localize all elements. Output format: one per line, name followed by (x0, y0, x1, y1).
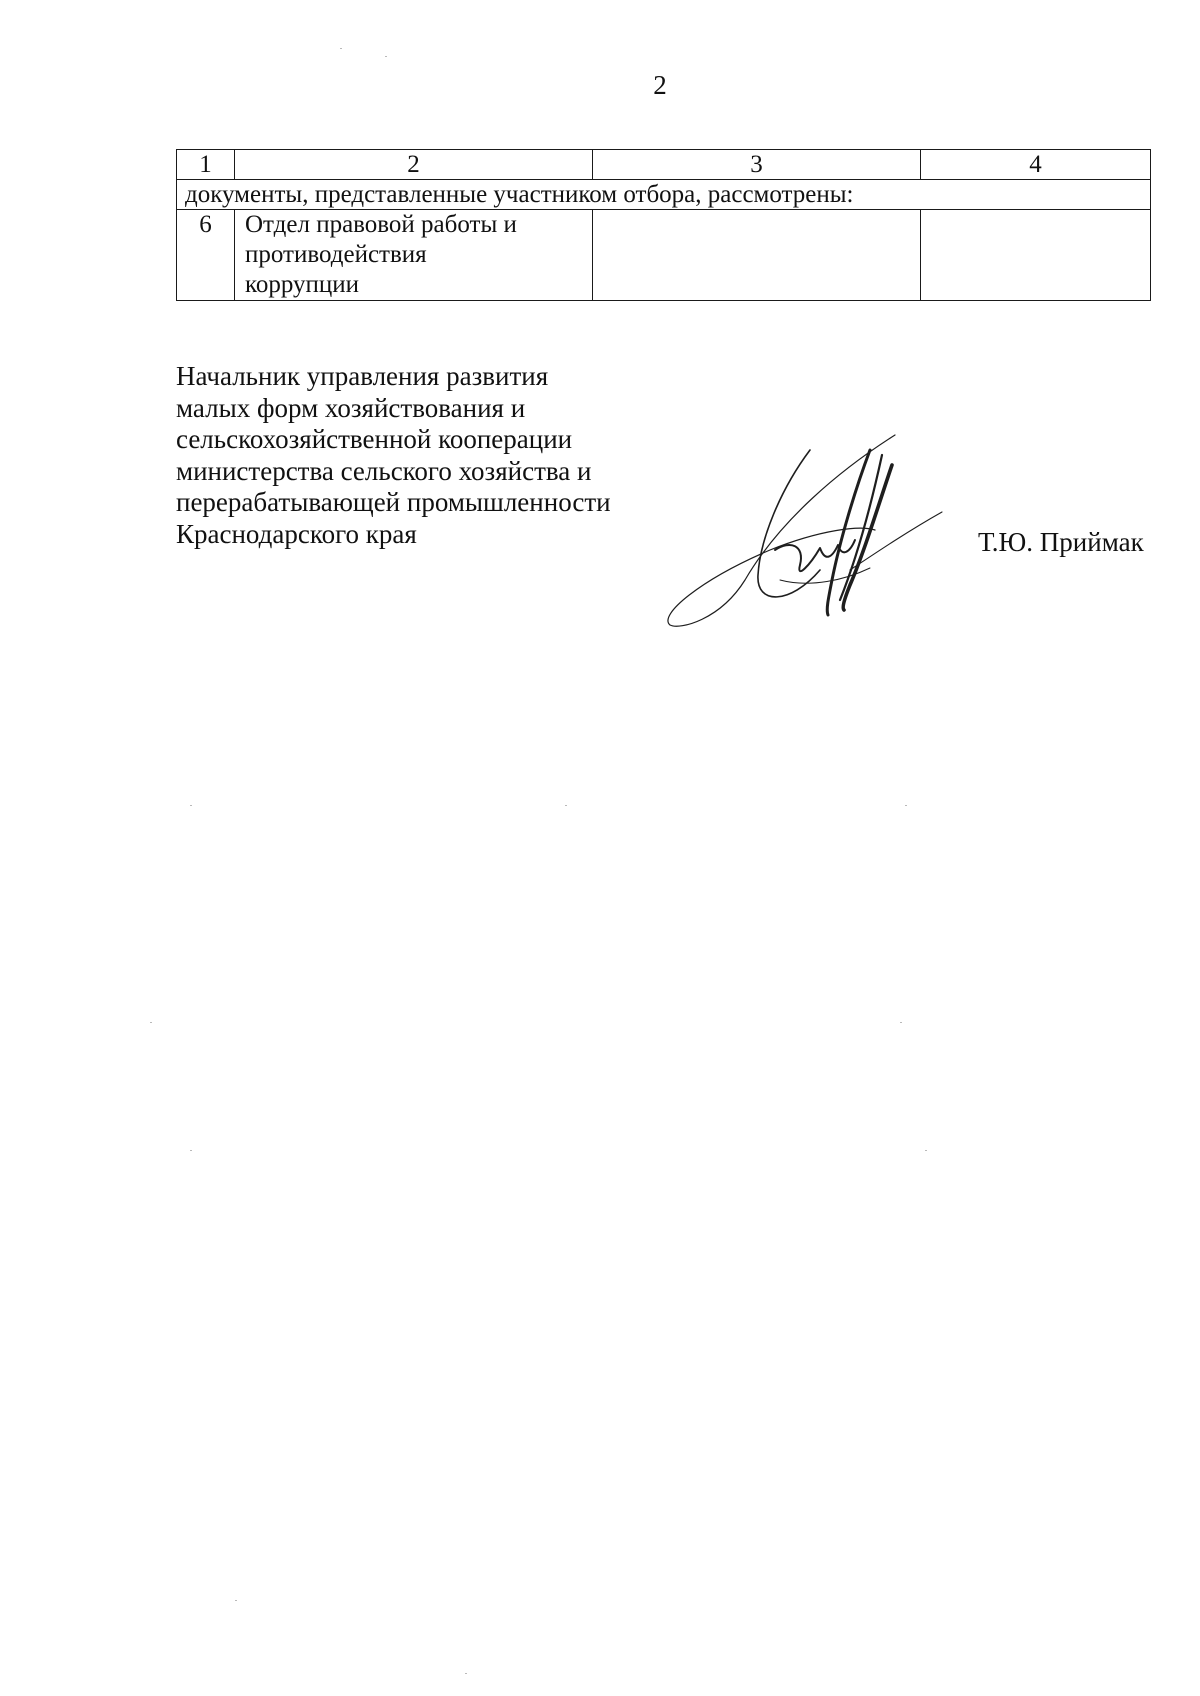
signer-name: Т.Ю. Приймак (978, 527, 1144, 557)
table-row (177, 210, 1151, 301)
signer-position (176, 361, 611, 550)
signer-position-line: министерства сельского хозяйства и (176, 455, 592, 486)
table-section-caption-row (177, 180, 1151, 210)
scan-speck (925, 1150, 927, 1151)
table-header-cell: 4 (921, 150, 1151, 180)
page-number: 2 (653, 70, 667, 100)
table-header-cell: 3 (593, 150, 921, 180)
review-table (176, 149, 1151, 301)
scan-speck (905, 805, 907, 806)
table-header-row (177, 150, 1151, 180)
row-number: 6 (177, 210, 235, 301)
table-header-cell: 1 (177, 150, 235, 180)
table-section-caption: документы, представленные участником отбора, рассмотрены: (177, 180, 1151, 210)
signer-position-line: малых форм хозяйствования и (176, 392, 526, 423)
scan-speck (340, 48, 342, 49)
row-col4-empty (921, 210, 1151, 301)
signer-position-line: перерабатывающей промышленности (176, 487, 611, 517)
row-col3-empty (593, 210, 921, 301)
scan-speck (565, 805, 567, 806)
scan-speck (190, 805, 192, 806)
scan-speck (900, 1022, 902, 1023)
signer-position-line: Начальник управления развития (176, 361, 549, 391)
signer-position-line: сельскохозяйственной кооперации (176, 424, 573, 454)
scan-speck (235, 1600, 237, 1601)
row-department-line: Отдел правовой работы и (245, 211, 517, 238)
scan-speck (465, 1673, 467, 1674)
table-header-cell: 2 (235, 150, 593, 180)
scan-speck (190, 1150, 192, 1151)
scan-speck (150, 1022, 152, 1023)
signer-position-line: Краснодарского края (176, 518, 417, 549)
row-department-line: противодействия (245, 241, 427, 268)
handwritten-signature (660, 430, 950, 640)
row-department (235, 210, 593, 301)
scan-speck (385, 56, 387, 57)
row-department-line: коррупции (245, 271, 360, 298)
